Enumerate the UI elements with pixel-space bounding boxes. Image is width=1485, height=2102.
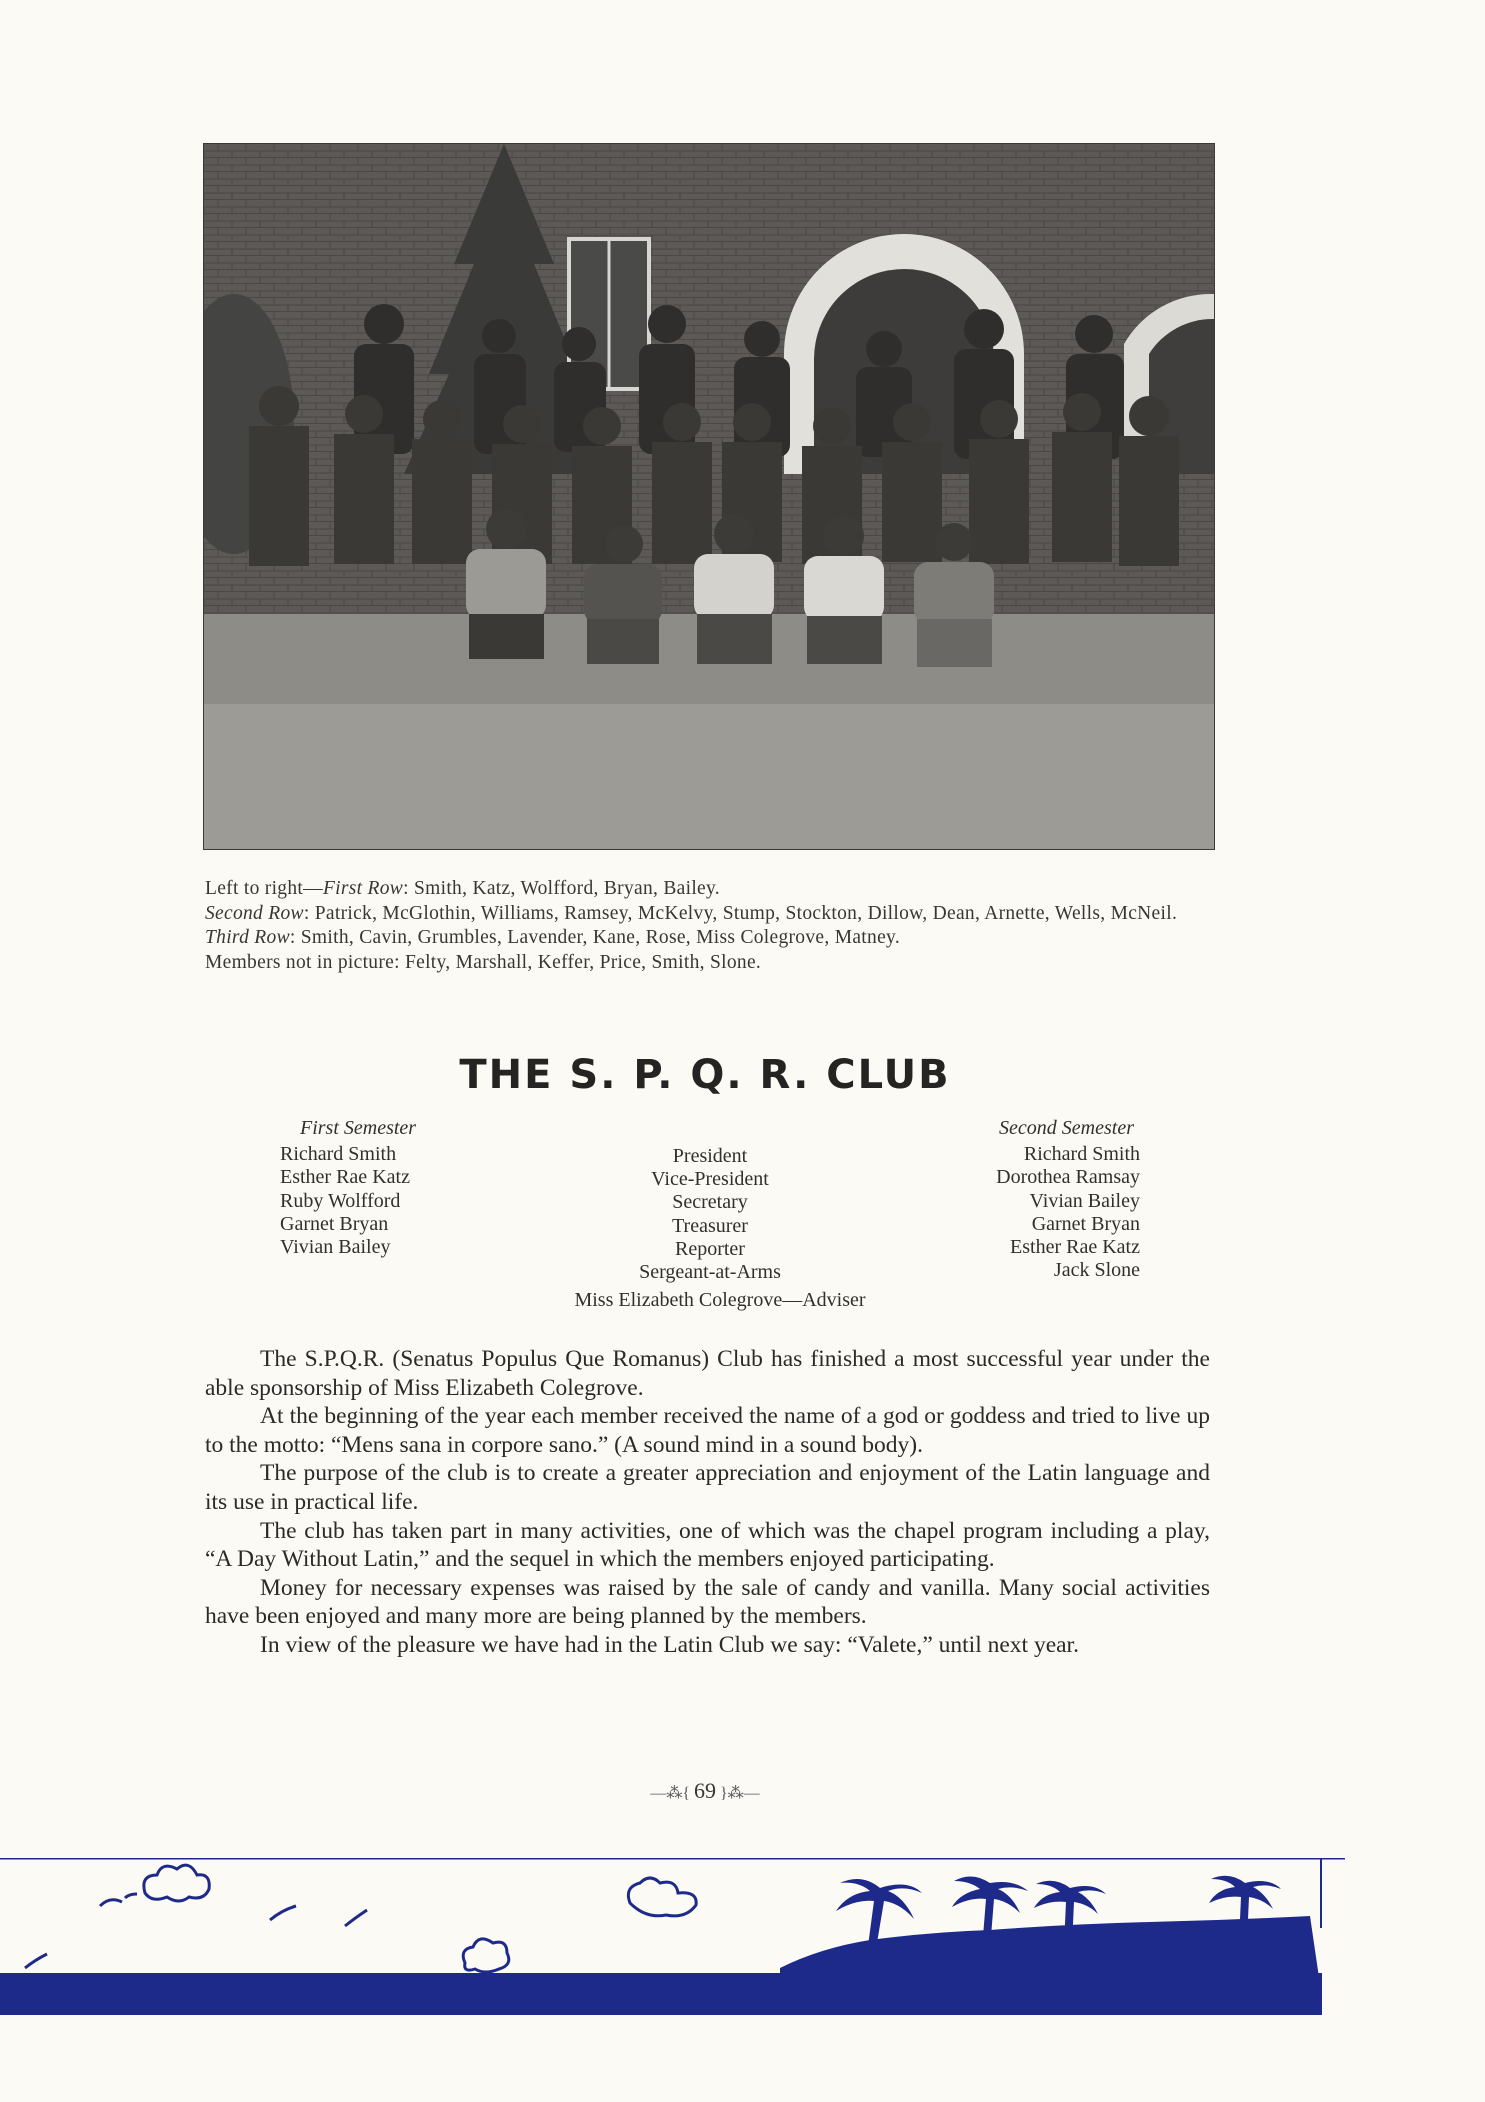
caption-row-2 [205, 903, 1210, 926]
officer-name: Vivian Bailey [280, 1236, 391, 1259]
cloud-icon [144, 1865, 696, 1972]
page-title: THE S. P. Q. R. CLUB [459, 1052, 951, 1098]
article-body [205, 1345, 1210, 1660]
bird-icon [25, 1894, 367, 1968]
officer-roles [520, 1117, 900, 1284]
caption-row3-names: : Smith, Cavin, Grumbles, Lavender, Kane, Rose, Miss Colegrove, Matney. [289, 927, 900, 948]
paragraph: Money for necessary expenses was raised by the sale of candy and vanilla. Many social activities have been enjoyed and many more are being planned by the members. [205, 1574, 1210, 1630]
officer-name: Dorothea Ramsay [996, 1166, 1140, 1189]
folio-ornament-right-icon: }⁂— [716, 1785, 760, 1802]
officer-name: Ruby Wolfford [280, 1189, 401, 1212]
officer-role: Treasurer [672, 1214, 748, 1237]
paragraph: At the beginning of the year each member received the name of a god or goddess and tried to live up to the motto: “Mens sana in corpore sano.” (A sound mind in a sound body). [205, 1403, 1210, 1458]
page-number [0, 1778, 1410, 1804]
folio-ornament-left-icon: —⁂{ [650, 1785, 694, 1802]
first-semester-heading: First Semester [300, 1117, 417, 1139]
officer-name: Richard Smith [280, 1143, 397, 1166]
officer-name: Garnet Bryan [1031, 1212, 1140, 1235]
caption-row3-label: Third Row [205, 927, 290, 948]
caption-lead: Left to right— [205, 878, 323, 899]
caption-row2-names: : Patrick, McGlothin, Williams, Ramsey, McKelvy, Stump, Stockton, Dillow, Dean, Arnette, Wells, McNeil. [303, 902, 1178, 924]
paragraph: The purpose of the club is to create a greater appreciation and enjoyment of the Latin language and its use in practical life. [205, 1460, 1210, 1515]
landscape-illustration [0, 1848, 1345, 2018]
paragraph: The S.P.Q.R. (Senatus Populus Que Romanus) Club has finished a most successful year under the able sponsorship of Miss Elizabeth Colegrove. [205, 1346, 1210, 1401]
photo-illustration [204, 144, 1214, 849]
officer-name: Esther Rae Katz [280, 1166, 410, 1189]
page-number-value: 69 [694, 1778, 716, 1803]
second-semester-heading: Second Semester [999, 1117, 1134, 1139]
caption-row2-label: Second Row [205, 902, 304, 924]
officer-role: Vice-President [651, 1168, 769, 1191]
paragraph: In view of the pleasure we have had in the Latin Club we say: “Valete,” until next year. [260, 1631, 1079, 1658]
photo-caption [205, 878, 1210, 976]
adviser-line: Miss Elizabeth Colegrove—Adviser [574, 1289, 866, 1311]
decorative-footer-band [0, 1848, 1345, 2018]
officer-role: Sergeant-at-Arms [639, 1261, 781, 1284]
first-semester-officers [280, 1117, 480, 1259]
officer-role: President [672, 1145, 748, 1167]
second-semester-officers [900, 1117, 1140, 1282]
caption-row-3 [205, 927, 1210, 950]
officer-name: Esther Rae Katz [1010, 1236, 1140, 1259]
caption-row-1 [205, 878, 1210, 901]
caption-row1-label: First Row [322, 878, 404, 899]
caption-row1-names: : Smith, Katz, Wolfford, Bryan, Bailey. [403, 878, 720, 899]
caption-absent: Members not in picture: Felty, Marshall, Keffer, Price, Smith, Slone. [205, 951, 762, 973]
officer-role: Secretary [672, 1191, 748, 1214]
officer-name: Garnet Bryan [280, 1212, 389, 1235]
paragraph: The club has taken part in many activities, one of which was the chapel program including a play, “A Day Without Latin,” and the sequel in which the members enjoyed participating. [205, 1517, 1210, 1573]
officer-name: Jack Slone [1053, 1259, 1140, 1282]
officer-name: Vivian Bailey [1029, 1189, 1140, 1212]
officer-role: Reporter [675, 1237, 745, 1260]
officer-name: Richard Smith [1023, 1143, 1140, 1166]
group-photo [203, 143, 1215, 850]
